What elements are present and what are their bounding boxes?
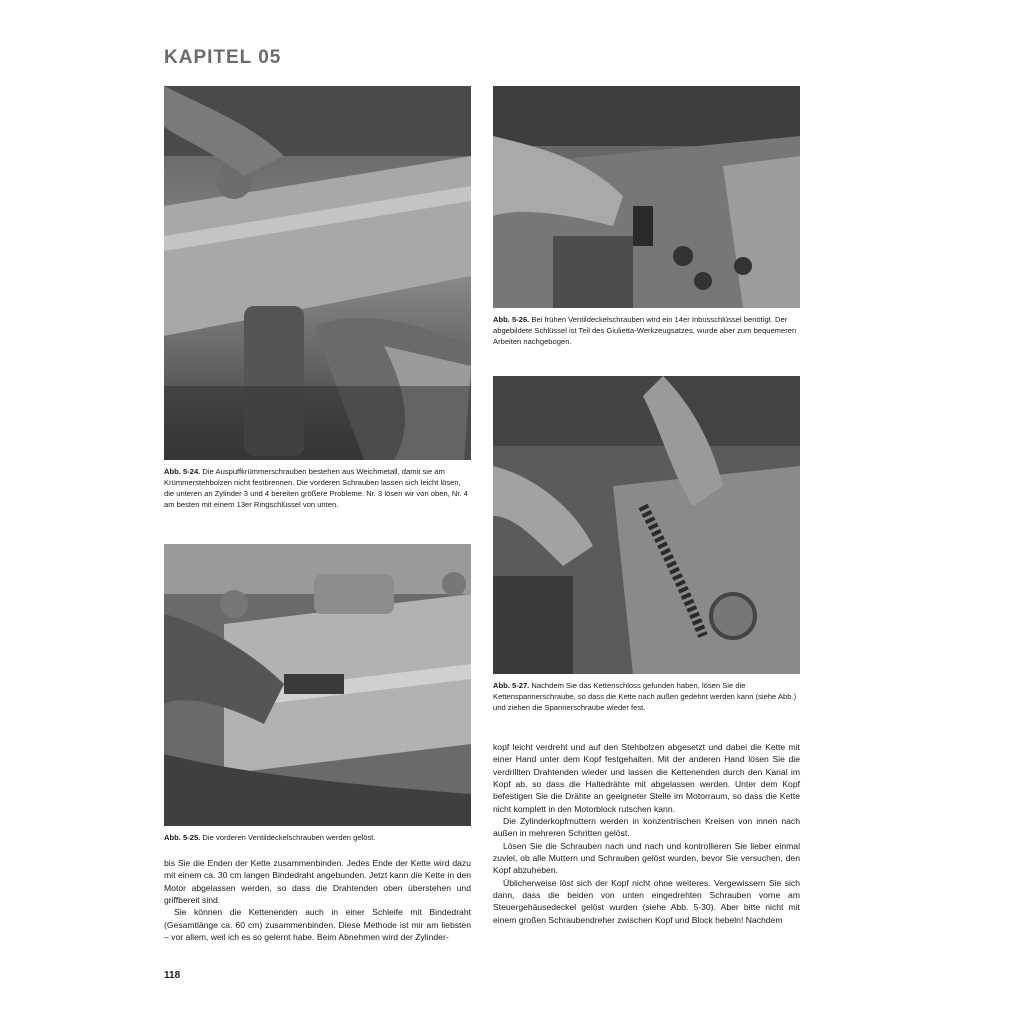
body-paragraph: kopf leicht verdreht und auf den Stehbolzen abgesetzt und dabei die Kette mit einer Hand unter dem Kopf festgehalten. Mit der anderen Hand lösen Sie die verdrillten Drahtenden wieder und lassen die Kettenenden durch den Kanal im Kopf ab, so dass die Haltedrähte mit abgelassen werden. Unter dem Kopf befestigen Sie die Drähte an geeigneter Stelle im Motorraum, so dass die Kette nicht komplett in den Motorblock rutschen kann.	[493, 742, 800, 814]
caption-fig-5-25	[164, 832, 471, 843]
caption-text: Nachdem Sie das Kettenschloss gefunden haben, lösen Sie die Kettenspannerschraube, so dass die Kette nach außen gedehnt werden kann (siehe Abb.) und ziehen die Spannerschraube wieder fest.	[493, 681, 797, 712]
photo-timing-chain	[493, 376, 800, 674]
body-paragraph: Sie können die Kettenenden auch in einer Schleife mit Bindedraht (Gesamtlänge ca. 60 cm) zusammenbinden. Diese Methode ist mir am liebsten – vor allem, weil ich es so gelernt habe. Beim Abnehmen wird der Zylinder-	[164, 907, 471, 943]
caption-text: Die vorderen Ventildeckelschrauben werden gelöst.	[202, 833, 376, 842]
body-paragraph: bis Sie die Enden der Kette zusammenbinden. Jedes Ende der Kette wird dazu mit einem ca. 30 cm langen Bindedraht angebunden. Jetzt kann die Kette in den Motor abgelassen werden, so dass die Drahtenden oben überstehen und griffbereit sind.	[164, 858, 471, 906]
body-column-right	[493, 741, 800, 926]
body-paragraph: Lösen Sie die Schrauben nach und nach und kontrollieren Sie lieber einmal zuviel, ob alle Muttern und Schrauben gelöst wurden, bevor Sie versuchen, den Kopf abzuheben.	[493, 840, 800, 876]
page-number: 118	[164, 970, 181, 981]
photo-allen-key-valve-cover	[493, 86, 800, 308]
caption-label: Abb. 5-25.	[164, 833, 201, 842]
chapter-heading: KAPITEL 05	[164, 47, 282, 68]
caption-label: Abb. 5-24.	[164, 467, 201, 476]
body-paragraph: Die Zylinderkopfmuttern werden in konzentrischen Kreisen von innen nach außen in mehreren Schritten gelöst.	[493, 816, 800, 839]
caption-label: Abb. 5-26.	[493, 315, 530, 324]
body-column-left	[164, 857, 471, 943]
caption-fig-5-27	[493, 680, 800, 713]
body-paragraph: Üblicherweise löst sich der Kopf nicht ohne weiteres. Vergewissern Sie sich dann, dass die beiden von unten eingedrehten Schrauben vorne am Steuergehäusedeckel gelöst wurden (siehe Abb. 5-30). Aber bitte nicht mit einem großen Schraubendreher zwischen Kopf und Block hebeln! Nachdem	[493, 877, 800, 925]
caption-fig-5-26	[493, 314, 800, 347]
caption-label: Abb. 5-27.	[493, 681, 530, 690]
caption-fig-5-24	[164, 466, 471, 510]
caption-text: Bei frühen Ventildeckelschrauben wird ein 14er Inbusschlüssel benötigt. Der abgebildete Schlüssel ist Teil des Giulietta-Werkzeugsatzes, wurde aber zum bequemeren Arbeiten nachgebogen.	[493, 315, 797, 346]
caption-text: Die Auspuffkrümmerschrauben bestehen aus Weichmetall, damit sie am Krümmerstehbolzen nicht festbrennen. Die vorderen Schrauben lassen sich leicht lösen, die unteren an Zylinder 3 und 4 bereiten größere Probleme. Nr. 3 lösen wir von oben, Nr. 4 am besten mit einem 13er Ringschlüssel von unten.	[164, 467, 468, 509]
photo-valve-cover-bolts	[164, 544, 471, 826]
photo-exhaust-manifold	[164, 86, 471, 460]
